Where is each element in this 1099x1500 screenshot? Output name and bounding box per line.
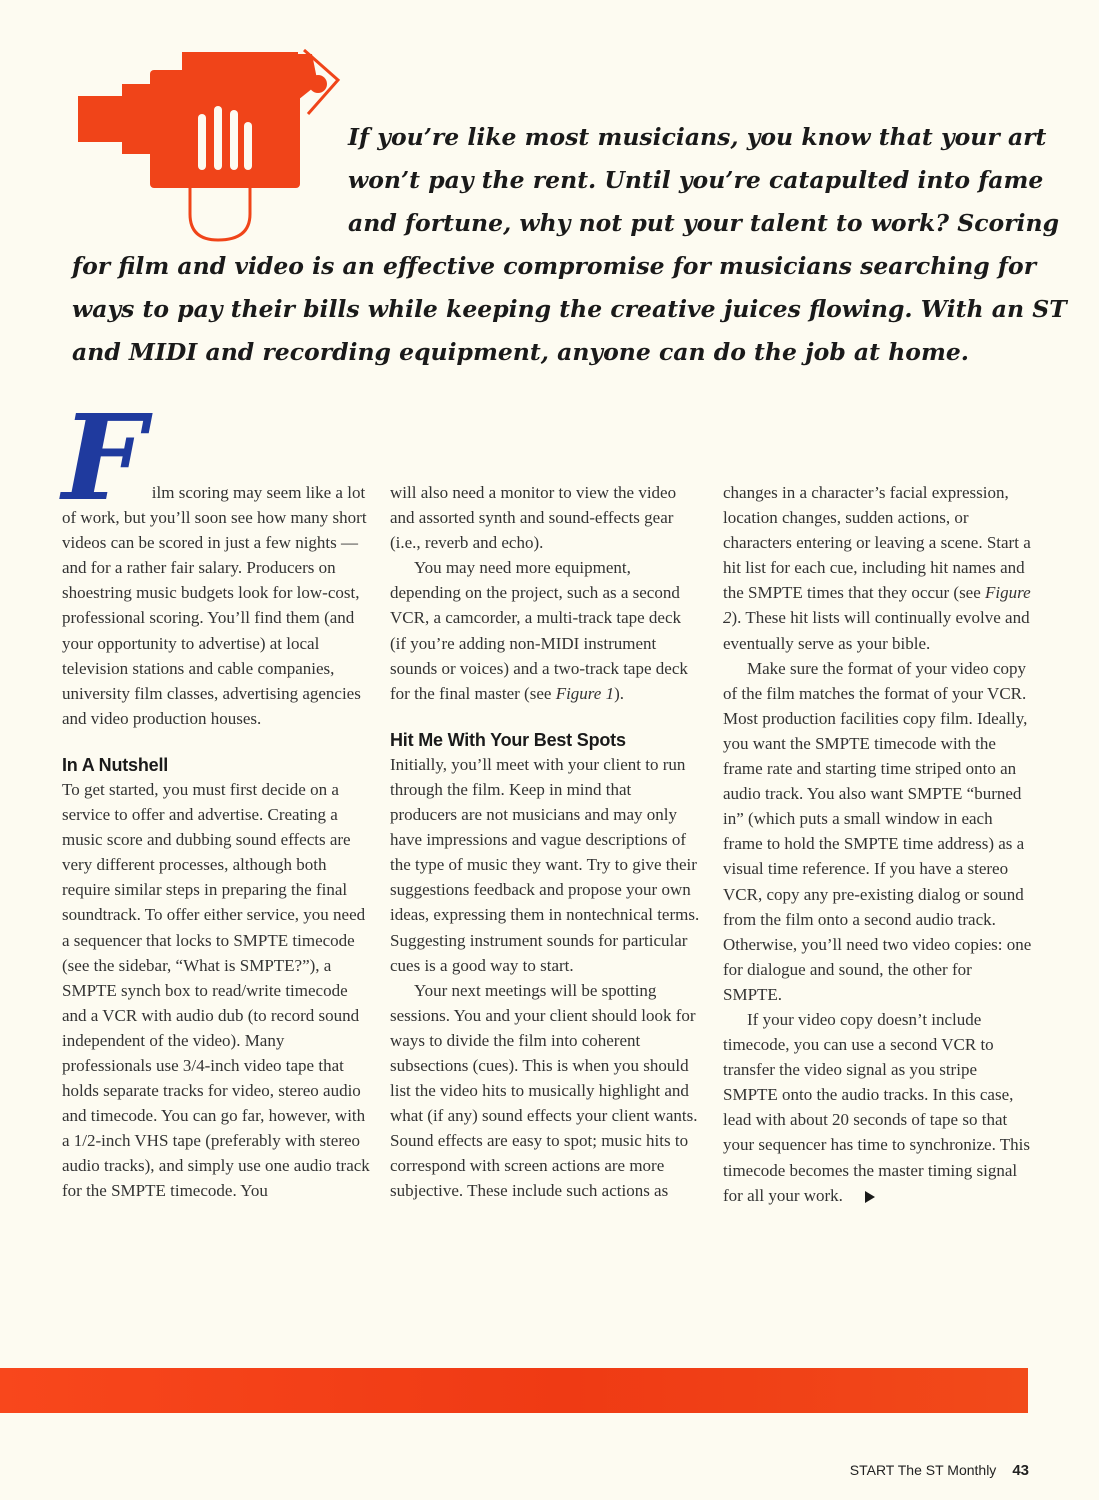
body-paragraph: [62, 388, 372, 731]
article-column-2: [390, 480, 700, 1204]
section-heading: In A Nutshell: [62, 754, 169, 775]
intro-line: ways to pay their bills while keeping the creative juices flowing. With an ST: [72, 295, 1067, 323]
page-footer: [850, 1462, 1029, 1479]
body-paragraph: To get started, you must first decide on a service to offer and advertise. Creating a music score and dubbing sound effects are very different processes, although both require similar steps in preparing the final soundtrack. To offer either service, you need a sequencer that locks to SMPTE timecode (see the sidebar, “What is SMPTE?”), a SMPTE synch box to read/write timecode and a VCR with audio dub (to record sound independent of the video). Many professionals use 3/4-inch video tape that holds separate tracks for video, stereo audio and timecode. You can go far, however, with a 1/2-inch VHS tape (preferably with stereo audio tracks), and simply use one audio track for the SMPTE timecode. You: [62, 779, 370, 1201]
body-paragraph: Initially, you’ll meet with your client to run through the film. Keep in mind that producers are not musicians and may only have impressions and vague descriptions of the type of music they want. Try to give their suggestions feedback and propose your own ideas, expressing them in nontechnical terms. Suggesting instrument sounds for particular cues is a good way to start.: [390, 754, 700, 975]
body-paragraph: Make sure the format of your video copy of the film matches the format of your VCR. Most production facilities copy film. Ideally, you want the SMPTE timecode with the frame rate and starting time striped onto an audio track. You also want SMPTE “burned in” (which puts a small window in each frame to hold the SMPTE time address) as a visual time reference. If you have a stereo VCR, copy any pre-existing dialog or sound from the film onto a second audio track. Otherwise, you’ll need two video copies: one for dialogue and sound, the other for SMPTE.: [723, 658, 1032, 1004]
figure-reference: Figure 2: [723, 583, 1031, 628]
paragraph-text: ). These hit lists will continually evolve and eventually serve as your bible.: [723, 608, 1030, 653]
intro-line: If you’re like most musicians, you know that your art: [348, 123, 1047, 151]
section-heading: Hit Me With Your Best Spots: [390, 729, 626, 750]
paragraph-text: If your video copy doesn’t include timecode, you can use a second VCR to transfer the video signal as you stripe SMPTE onto the audio tracks. In this case, lead with about 20 seconds of tape so that your sequencer has time to synchronize. This timecode becomes the master timing signal for all your work.: [723, 1009, 1031, 1205]
page-number: 43: [1012, 1462, 1029, 1479]
drop-cap: F: [62, 388, 146, 527]
intro-deck: [72, 116, 1067, 374]
article-column-1: [62, 388, 372, 1204]
intro-line: and MIDI and recording equipment, anyone can do the job at home.: [72, 338, 969, 366]
body-paragraph: [723, 480, 1033, 656]
body-paragraph: [390, 555, 700, 706]
body-paragraph: Your next meetings will be spotting sessions. You and your client should look for ways to divide the film into coherent subsections (cues). This is when you should list the video hits to musically highlight and what (if any) sound effects your client wants. Sound effects are easy to spot; music hits to correspond with screen actions are more subjective. These include such actions as: [390, 980, 698, 1201]
intro-line: for film and video is an effective compromise for musicians searching for: [72, 252, 1037, 280]
intro-line: and fortune, why not put your talent to work? Scoring: [348, 209, 1060, 237]
continue-arrow-icon: [865, 1191, 875, 1203]
paragraph-text: changes in a character’s facial expression, location changes, sudden actions, or characters entering or leaving a scene. Start a hit list for each cue, including hit names and the SMPTE times that they occur (see: [723, 483, 1031, 603]
intro-line: won’t pay the rent. Until you’re catapulted into fame: [348, 166, 1044, 194]
body-paragraph: [723, 1007, 1033, 1208]
body-paragraph: will also need a monitor to view the video and assorted synth and sound-effects gear (i.e., reverb and echo).: [390, 483, 677, 553]
figure-reference: Figure 1: [555, 683, 615, 703]
paragraph-text: ).: [614, 683, 624, 703]
decorative-color-bar: [0, 1368, 1028, 1413]
article-column-3: [723, 480, 1033, 1208]
paragraph-text: You may need more equipment, depending on the project, such as a second VCR, a camcorder, a multi-track tape deck (if you’re adding non-MIDI instrument sounds or voices) and a two-track tape deck for the final master (see: [390, 558, 688, 703]
paragraph-text: ilm scoring may seem like a lot of work, but you’ll soon see how many short videos can be scored in just a few nights — and for a rather fair salary. Producers on shoestring music budgets look for low-cost, professional scoring. You’ll find them (and your opportunity to advertise) at local television stations and cable companies, university film classes, advertising agencies and video production houses.: [62, 483, 367, 728]
publication-name: START The ST Monthly: [849, 1462, 997, 1478]
